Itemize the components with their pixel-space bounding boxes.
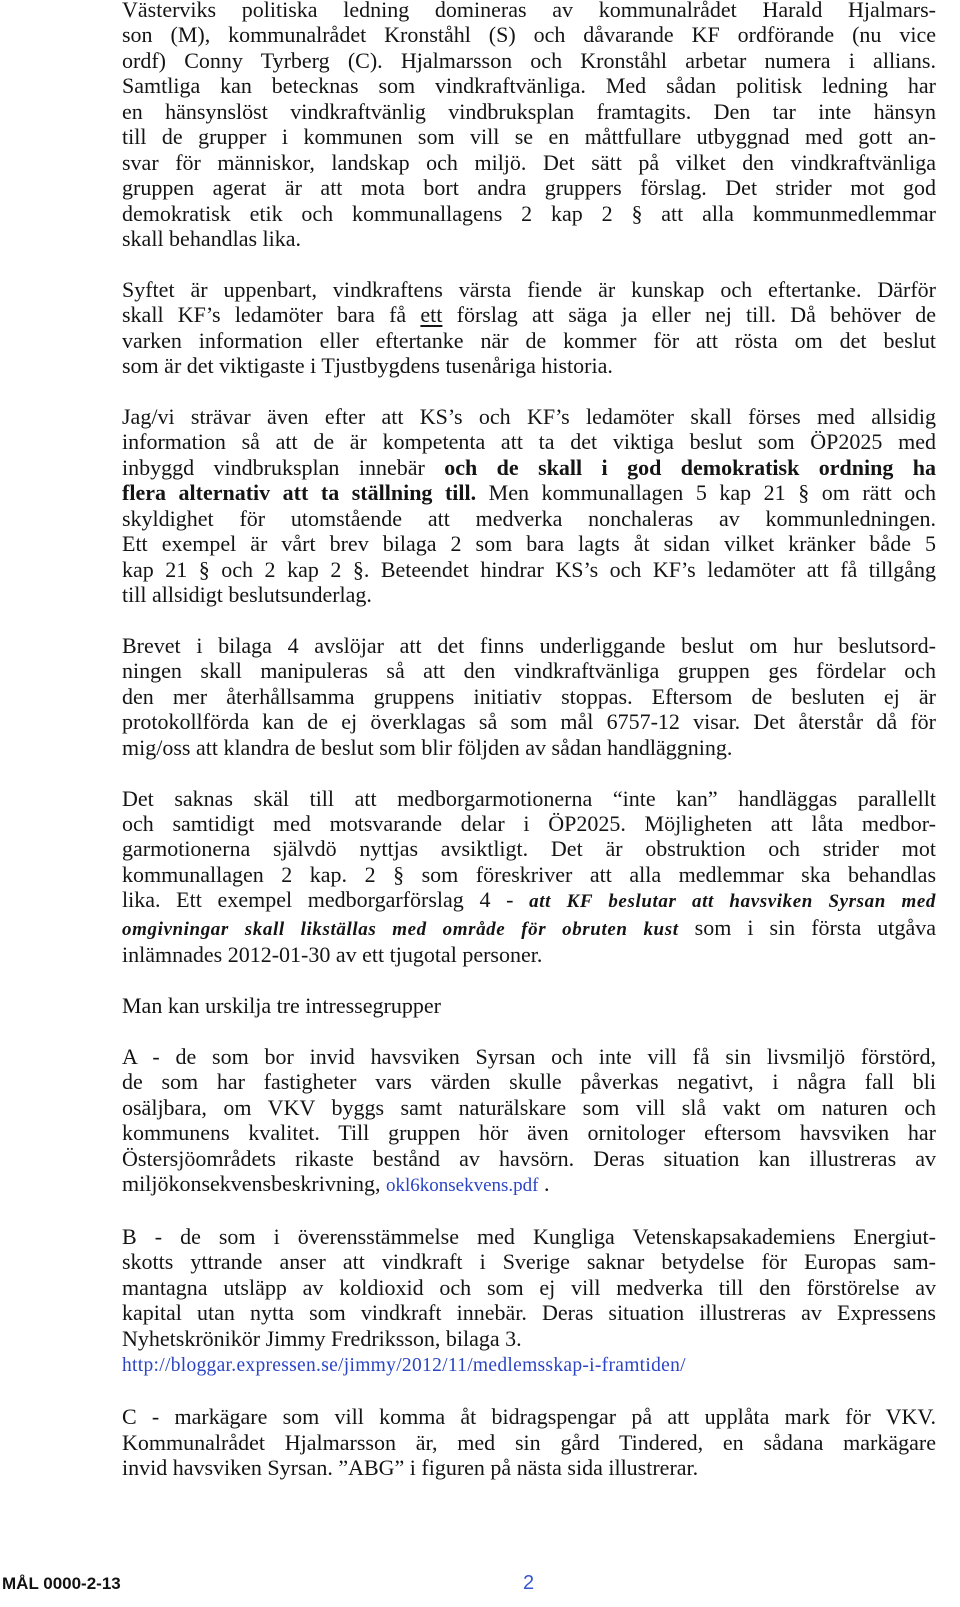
text-line: osäljbara, om VKV byggs samt naturälskare som vill slå vakt om naturen och [122,1094,936,1120]
text-segment: Men kommunallagen 5 kap 21 § om rätt och [476,480,936,506]
text-line: mig/oss att klandra de beslut som blir följden av sådan handläggning. [122,734,733,760]
text-line: Västerviks politiska ledning domineras av kommunalrådet Harald Hjalmars- [122,0,936,22]
text-line: Samtliga kan betecknas som vindkraftvänliga. Med sådan politisk ledning har [122,73,936,99]
text-line [122,302,936,327]
text-line: C - markägare som vill komma åt bidragspengar på att upplåta mark för VKV. [122,1404,936,1430]
text-line: till allsidigt beslutsunderlag. [122,582,372,608]
text-line: protokollförda kan de ej överklagas så som mål 6757-12 visar. Det återstår då för [122,709,936,735]
text-line [122,1351,936,1378]
text-line: Östersjöområdets rikaste bestånd av havsörn. Deras situation kan illustreras av [122,1145,936,1171]
text-segment: inbyggd vindbruksplan innebär [122,454,445,480]
text-line: en hänsynslöst vindkraftvänlig vindbruksplan framtagits. Den tar inte hänsyn [122,98,936,124]
page-number: 2 [523,1572,535,1594]
pdf-link[interactable]: okl6konsekvens.pdf [385,1175,539,1197]
paragraph-interest-groups-intro [122,993,936,1018]
document-body [122,0,936,1506]
paragraph-group-c [122,1404,936,1480]
text-line: kapital utan nytta som vindkraft innebär. Deras situation illustreras av Expressens [122,1300,936,1326]
text-line: svar för människor, landskap och miljö. Det sätt på vilket den vindkraftvänliga [122,149,936,175]
text-segment: miljökonsekvensbeskrivning, [122,1171,386,1197]
paragraph-citizen-motions [122,786,936,968]
text-segment: som i sin första utgåva [678,914,936,940]
text-line: kommunallagen 2 kap. 2 § som föreskriver att alla medlemmar ska behandlas [122,861,936,887]
bold-text: flera alternativ att ta ställning till. [122,480,477,506]
text-line: varken information eller eftertanke när de kommer för att rösta om det beslut [122,327,936,353]
text-line: Brevet i bilaga 4 avslöjar att det finns underliggande beslut om hur beslutsord- [122,632,936,658]
text-line: Ett exempel är vårt brev bilaga 2 som bara lagts åt sidan vilket kränker både 5 [122,531,936,557]
paragraph-group-a [122,1044,936,1199]
text-line: information så att de är kompetenta att ta det viktiga beslut som ÖP2025 med [122,429,936,455]
text-line: Kommunalrådet Hjalmarsson är, med sin gård Tindered, en sådana markägare [122,1429,936,1455]
text-segment: förslag att säga ja eller nej till. Då behöver de [442,302,936,328]
text-line: de som har fastigheter vars värden skulle påverkas negativt, i några fall bli [122,1069,936,1095]
text-line: gruppen agerat är att mota bort andra gruppers förslag. Det strider mot god [122,175,936,201]
text-line: Nyhetskrönikör Jimmy Fredriksson, bilaga 3. [122,1325,522,1351]
text-line: kommunens kvalitet. Till gruppen hör även ornitologer eftersom havsviken har [122,1120,936,1146]
paragraph-letter-appendix [122,633,936,760]
text-line: Jag/vi strävar även efter att KS’s och KF’s ledamöter skall förses med allsidig [122,404,936,429]
blog-url-link[interactable]: http://bloggar.expressen.se/jimmy/2012/11/medlemsskap-i-framtiden/ [122,1355,686,1377]
text-line: A - de som bor invid havsviken Syrsan och inte vill få sin livsmiljö förstörd, [122,1043,936,1069]
text-line [122,915,936,942]
text-line [122,1171,936,1198]
text-line: garmotionerna självdö nyttjas avsiktligt. Det är obstruktion och strider mot [122,836,936,862]
text-line: den mer återhållsamma gruppens initiativ stoppas. Eftersom de besluten ej är [122,683,936,709]
text-line [122,480,936,505]
bold-text: och de skall i god demokratisk ordning ha [444,454,936,480]
text-line: B - de som i överensstämmelse med Kungliga Vetenskapsakademiens Energiut- [122,1224,936,1249]
text-line [122,887,936,914]
text-segment: lika. Ett exempel medborgarförslag 4 - [122,887,530,913]
text-segment: . [538,1171,550,1197]
paragraph-political-leadership [122,0,936,251]
paragraph-purpose [122,277,936,379]
text-line: kap 21 § och 2 kap 2 §. Beteendet hindrar KS’s och KF’s ledamöter att få tillgång [122,556,936,582]
text-line: demokratisk etik och kommunallagens 2 kap 2 § att alla kommunmedlemmar [122,200,936,226]
text-line: Syftet är uppenbart, vindkraftens värsta fiende är kunskap och eftertanke. Därför [122,276,936,302]
case-number: MÅL 0000-2-13 [2,1574,121,1593]
bold-italic-text: att KF beslutar att havsviken Syrsan med [529,891,936,913]
paragraph-group-b [122,1224,936,1379]
text-line: Det saknas skäl till att medborgarmotionerna “inte kan” handläggas parallellt [122,785,936,811]
text-line: till de grupper i kommunen som vill se en måttfullare utbyggnad med gott an- [122,124,936,150]
text-line: invid havsviken Syrsan. ”ABG” i figuren på nästa sida illustrerar. [122,1454,699,1480]
text-line: ordf) Conny Tyrberg (C). Hjalmarsson och Kronståhl arbetar numera i allians. [122,47,936,73]
text-line: son (M), kommunalrådet Kronståhl (S) och dåvarande KF ordförande (nu vice [122,22,936,48]
text-line: och samtidigt med motsvarande delar i ÖP2025. Möjligheten att låta medbor- [122,811,936,836]
underlined-word: ett [420,302,443,328]
text-line [122,455,936,480]
bold-italic-text: omgivningar skall likställas med område för obruten kust [122,918,679,940]
text-line: ningen skall manipuleras så att den vindkraftvänliga gruppen ges fördelar och [122,658,936,684]
text-segment: skall KF’s ledamöter bara få [122,302,421,328]
text-line: skyldighet för utomstående att medverka nonchaleras av kommunledningen. [122,505,936,531]
text-line: skotts yttrande anser att vindkraft i Sverige saknar betydelse för Europas sam- [122,1249,936,1275]
paragraph-information [122,404,936,608]
text-line: Man kan urskilja tre intressegrupper [122,993,441,1019]
text-line: som är det viktigaste i Tjustbygdens tusenåriga historia. [122,353,613,379]
text-line: mantagna utsläpp av koldioxid och som ej vill medverka till den förstörelse av [122,1274,936,1300]
text-line: inlämnades 2012-01-30 av ett tjugotal personer. [122,942,543,968]
text-line: skall behandlas lika. [122,225,302,251]
